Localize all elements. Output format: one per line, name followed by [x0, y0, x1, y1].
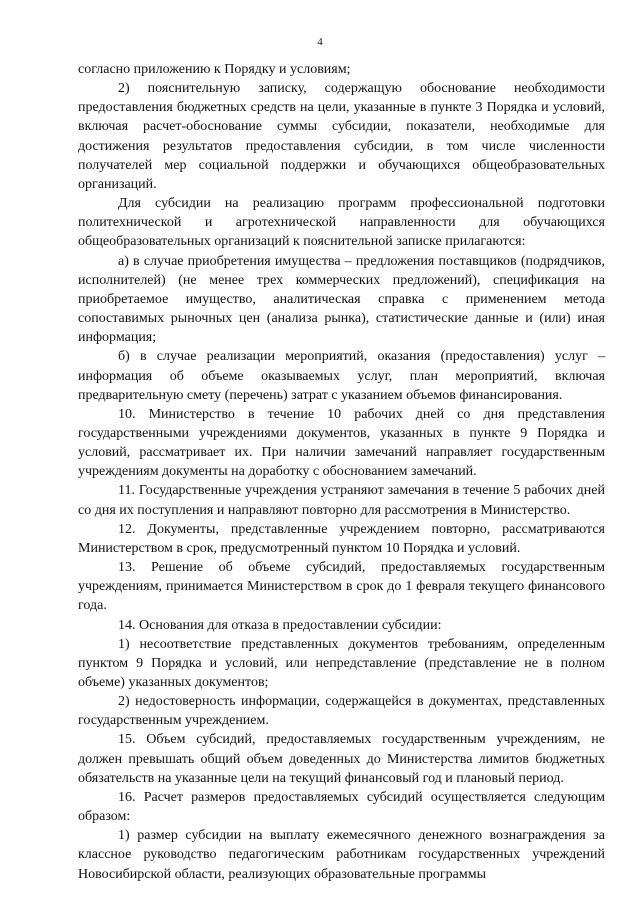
paragraph: согласно приложению к Порядку и условиям;	[78, 62, 351, 77]
paragraph: 16. Расчет размеров предоставляемых субсидий осуществляется следующим образом:	[78, 789, 605, 825]
paragraph: 2) недостоверность информации, содержащейся в документах, представленных государственным учреждением.	[78, 694, 605, 729]
paragraph: 14. Основания для отказа в предоставлении субсидии:	[118, 617, 442, 633]
paragraph: Для субсидии на реализацию программ профессиональной подготовки политехнической и агротехнической направленности для обучающихся общеобразовательных организаций к пояснительной записке прилагаются:	[78, 196, 605, 250]
paragraph: 10. Министерство в течение 10 рабочих дней со дня представления государственными учреждениями документов, указанных в пункте 9 Порядка и условий, рассматривает их. При наличии замечаний направляет государственным учреждениям документы на доработку с обоснованием замечаний.	[78, 406, 605, 480]
paragraph: 11. Государственные учреждения устраняют замечания в течение 5 рабочих дней со дня их поступления и направляют повторно для рассмотрения в Министерство.	[78, 483, 605, 518]
page-number: 4	[317, 36, 323, 48]
paragraph: а) в случае приобретения имущества – предложения поставщиков (подрядчиков, исполнителей) (не менее трех коммерческих предложений), спецификация на приобретаемое имущество, аналитическая справка с применением метода сопоставимых рыночных цен (анализа рынка), статистические данные и (или) иная информация;	[78, 253, 605, 346]
paragraph: 12. Документы, представленные учреждением повторно, рассматриваются Министерством в срок, предусмотренный пунктом 10 Порядка и условий.	[78, 521, 605, 556]
paragraph: 2) пояснительную записку, содержащую обоснование необходимости предоставления бюджетных средств на цели, указанные в пункте 3 Порядка и условий, включая расчет-обоснование суммы субсидии, показатели, необходимые для достижения результатов предоставления субсидии, в том числе численности получателей мер социальной поддержки и обучающихся общеобразовательных организаций.	[78, 81, 605, 192]
paragraph: 13. Решение об объеме субсидий, предоставляемых государственным учреждениям, принимается Министерством в срок до 1 февраля текущего финансового года.	[78, 560, 605, 614]
paragraph: 15. Объем субсидий, предоставляемых государственным учреждениям, не должен превышать общий объем доведенных до Министерства лимитов бюджетных обязательств на указанные цели на текущий финансовый год и плановый период.	[78, 732, 605, 786]
paragraph: 1) размер субсидии на выплату ежемесячного денежного вознаграждения за классное руководство педагогическим работникам государственных учреждений Новосибирской области, реализующих образовательные программы	[78, 828, 605, 882]
document-body	[78, 60, 605, 884]
paragraph: б) в случае реализации мероприятий, оказания (предоставления) услуг – информация об объеме оказываемых услуг, план мероприятий, включая предварительную смету (перечень) затрат с указанием объемов финансирования.	[78, 349, 605, 403]
paragraph: 1) несоответствие представленных документов требованиям, определенным пунктом 9 Порядка и условий, или непредставление (представление не в полном объеме) указанных документов;	[78, 636, 605, 690]
